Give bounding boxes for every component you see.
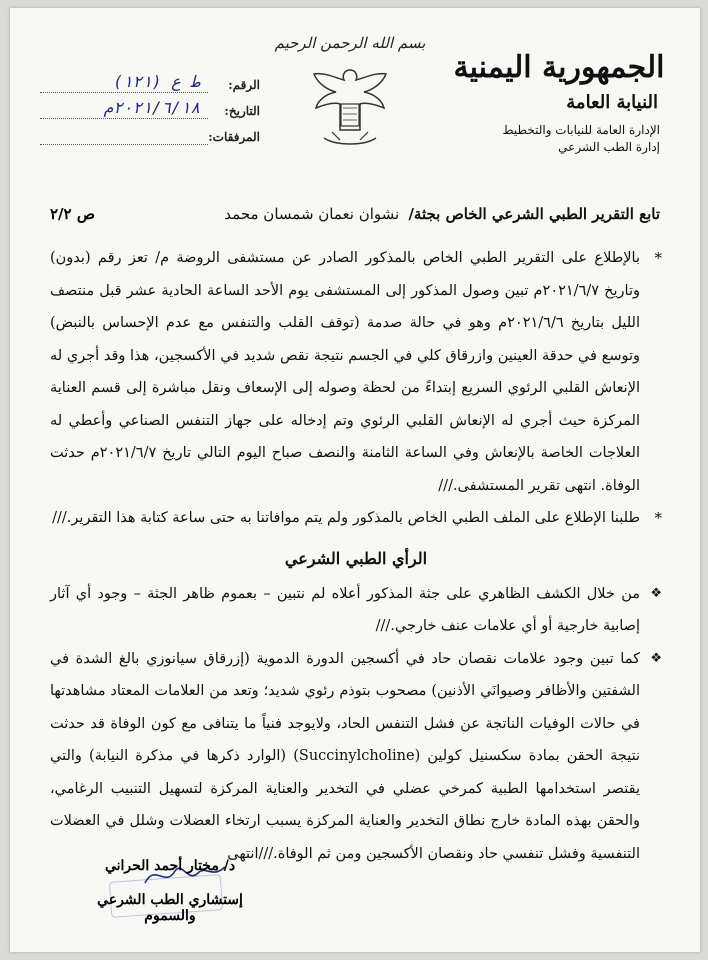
opinion-item: ❖ من خلال الكشف الظاهري على جثة المذكور أعلاه لم نتبين – بعموم ظاهر الجثة – وجود أي آثار إصابية خارجية أو أي علامات عنف خارجي./// [50, 578, 662, 643]
signature-block [70, 858, 270, 924]
deceased-name: نشوان نعمان شمسان محمد [224, 205, 400, 223]
report-body [50, 242, 662, 870]
reference-label: الرقم: [228, 78, 260, 92]
diamond-bullet-icon: ❖ [650, 650, 662, 666]
reference-row [40, 72, 260, 98]
report-title [60, 205, 660, 223]
document-page [10, 8, 700, 952]
basmala: بسم الله الرحمن الرحيم [274, 34, 426, 52]
department-name: الإدارة العامة للنيابات والتخطيط [502, 123, 660, 137]
page-number: ص ٢/٢ [50, 205, 95, 223]
asterisk-bullet-icon: * [654, 249, 662, 267]
opinion-item: ❖ كما تبين وجود علامات نقصان حاد في أكسجين الدورة الدموية (إزرقاق سيانوزي بالغ الشدة في الشفتين والأظافر وصيوانَي الأذنين) مصحوب بتوذم رئوي شديد؛ وتعد من العلامات المعتاد مشاهدتها في حالات الوفيات الناتجة عن فشل التنفس الحاد، ولايوجد فنياً ما يتنافى مع كون الوفاة قد حدثت نتيجة الحقن بمادة سكسنيل كولين (Succinylcholine) (الوارد ذكرها في مذكرة النيابة) والتي يقتصر استخدامها الطبية كمرخي عضلي في التخدير والعناية المركزة لتسهيل التنبيب الرغامي، والحقن بهذه المادة خارج نطاق التخدير والعناية المركزة يسبب ارتخاء العضلات وشلل في العضلات التنفسية وفشل تنفسي حاد ونقصان الأكسجين ومن ثم الوفاة.///انتهى [50, 643, 662, 871]
reference-block [40, 72, 260, 150]
office-name: النيابة العامة [566, 92, 658, 113]
date-value: ٢٠٢١/٦/١٨م [103, 98, 200, 117]
date-line [40, 118, 208, 119]
unit-name: إدارة الطب الشرعي [558, 140, 660, 154]
report-title-text: تابع التقرير الطبي الشرعي الخاص بجثة/ [408, 205, 660, 223]
attachments-row [40, 124, 260, 150]
republic-name: الجمهورية اليمنية [453, 50, 665, 85]
eagle-emblem-icon [310, 60, 390, 156]
signatory-title: إستشاري الطب الشرعي والسموم [97, 892, 243, 924]
emblem-block [265, 22, 435, 162]
date-label: التاريخ: [224, 104, 260, 118]
diamond-bullet-icon: ❖ [650, 585, 662, 601]
reference-value: ط ع (١٢١) [113, 72, 200, 91]
reference-line [40, 92, 208, 93]
attachments-label: المرفقات: [208, 130, 260, 144]
hospital-report-paragraph: * بالإطلاع على التقرير الطبي الخاص بالمذكور الصادر عن مستشفى الروضة م/ تعز رقم (بدون) وتاريخ ٢٠٢١/٦/٧م تبين وصول المذكور إلى المستشفى يوم الأحد الساعة الحادية عشر قبل منتصف الليل بتاريخ ٢٠٢١/٦/٦م وهو في حالة صدمة (توقف القلب والتنفس مع عدم الإحساس بالنبض) وتوسع في حدقة العينين وازرقاق كلي في الجسم نتيجة نقص شديد في الأكسجين، هذا وقد أجري له الإنعاش القلبي الرئوي السريع إبتداءً من لحظة وصوله إلى الإسعاف ونقل مباشرة إلى قسم العناية المركزة حيث أجري له الإنعاش القلبي الرئوي وتم إدخاله على جهاز التنفس الصناعي وأعطي له العلاجات الخاصة بالإنعاش وفي الساعة الثامنة والنصف صباح اليوم التالي تاريخ ٢٠٢١/٦/٧م حدثت الوفاة. انتهى تقرير المستشفى./// [50, 242, 662, 502]
letterhead [444, 48, 674, 154]
medical-file-paragraph: * طلبنا الإطلاع على الملف الطبي الخاص بالمذكور ولم يتم موافاتنا به حتى ساعة كتابة هذا التقرير./// [50, 502, 662, 535]
opinion-heading: الرأي الطبي الشرعي [284, 548, 428, 568]
attachments-line [40, 144, 208, 145]
signatory-name: د/ مختار أحمد الحراني [104, 858, 236, 874]
date-row [40, 98, 260, 124]
asterisk-bullet-icon: * [654, 509, 662, 527]
